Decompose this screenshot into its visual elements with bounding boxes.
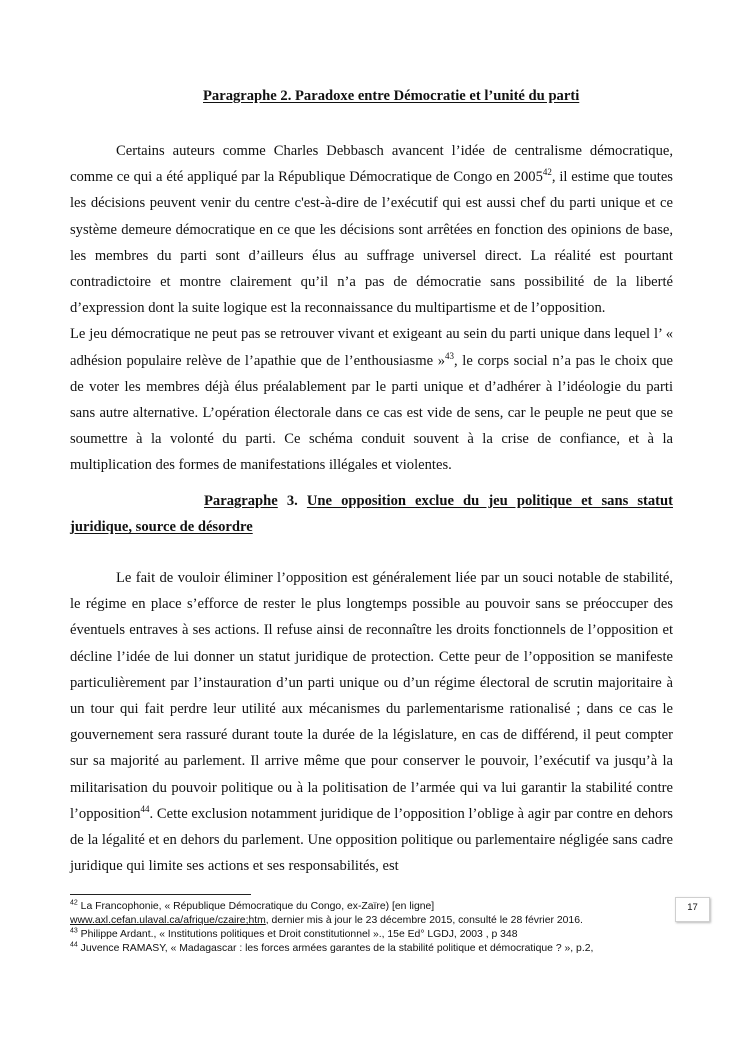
- footnote-separator: [70, 894, 251, 895]
- footnote-ref-44[interactable]: 44: [140, 803, 150, 814]
- section-2-heading: Paragraphe 2. Paradoxe entre Démocratie et l’unité du parti: [203, 88, 580, 104]
- section-2-body: [70, 138, 673, 479]
- section-3-heading: Paragraphe 3. Une opposition exclue du jeu politique et sans statut juridique, source de désordre: [70, 493, 673, 535]
- footnote-43: $^{43}$ Philippe Ardant., « Institutions politiques et Droit constitutionnel »., 15e Ed° LGDJ, 2003 , p 348: [70, 927, 518, 940]
- footnote-42-continued: www.axl.cefan.ulaval.ca/afrique/czaire;htm, dernier mis à jour le 23 décembre 2015, consulté le 28 février 2016.: [70, 915, 583, 926]
- footnote-44: $^{44}$ Juvence RAMASY, « Madagascar : les forces armées garantes de la stabilité politique et démocratique ? », p.2,: [70, 941, 594, 954]
- section-3-paragraph-1: Le fait de vouloir éliminer l’opposition est généralement liée par un souci notable de stabilité, le régime en place s’efforce de rester le plus longtemps possible au pouvoir sans se préoccuper des éventuels entraves à ses actions. Il refuse ainsi de reconnaître les droits fonctionnels de l’opposition et décline l’idée de lui donner un statut juridique de protection. Cette peur de l’opposition se manifeste particulièrement par l’instauration d’un parti unique ou d’un régime électoral de scrutin majoritaire à un tour qui fait perdre leur utilité aux mécanismes du parlementarisme rationalisé ; dans ce cas le gouvernement sera rassuré durant toute la durée de la législature, en cas de différend, il peut compter sur sa majorité au parlement. Il arrive même que pour conserver le pouvoir, l’exécutif va jusqu’à la militarisation du pouvoir politique ou à la politisation de l’armée qui va lui garantir la stabilité contre l’opposition$^{44}$. Cette exclusion notamment juridique de l’opposition l’oblige à agir par contre en dehors de la légalité et en dehors du parlement. Une opposition politique ou parlementaire négligée sans cadre juridique qui limite ses actions et ses responsabilités, est: [70, 570, 673, 875]
- footnote-42-link[interactable]: www.axl.cefan.ulaval.ca/afrique/czaire;htm: [70, 915, 266, 926]
- footnote-42: $^{42}$ La Francophonie, « République Démocratique du Congo, ex-Zaïre) [en ligne]: [70, 899, 435, 912]
- section-2-paragraph-1: Certains auteurs comme Charles Debbasch avancent l’idée de centralisme démocratique, comme ce qui a été appliqué par la République Démocratique de Congo en 2005$^{42}$, il estime que toutes les décisions peuvent venir du centre c'est-à-dire de l’exécutif qui est aussi chef du parti unique et ce système demeure démocratique en ce que les décisions sont arrêtées en fonction des opinions de base, les membres du parti sont d’ailleurs élus au suffrage universel direct. La réalité est pourtant contradictoire et montre clairement qu’il n’a pas de démocratie sans possibilité de la liberté d’expression dont la suite logique est la reconnaissance du multipartisme et de l’opposition.: [70, 143, 673, 317]
- footnote-ref-42[interactable]: 42: [542, 167, 552, 178]
- section-2-paragraph-2: Le jeu démocratique ne peut pas se retrouver vivant et exigeant au sein du parti unique dans lequel l’ « adhésion populaire relève de l’apathie que de l’enthousiasme »$^{43}$, le corps social n’a pas le choix que de voter les membres déjà élus préalablement par le parti unique et d’adhérer à l’idéologie du parti sans autre alternative. L’opération électorale dans ce cas est vide de sens, car le peuple ne peut que se soumettre à la volonté du parti. Ce schéma conduit souvent à la crise de confiance, et à la multiplication des formes de manifestations illégales et violentes.: [70, 326, 673, 474]
- page-number-box: 17: [675, 897, 710, 922]
- footnotes: [70, 900, 680, 956]
- section-3-body: [70, 565, 673, 879]
- footnote-ref-43[interactable]: 43: [445, 350, 454, 361]
